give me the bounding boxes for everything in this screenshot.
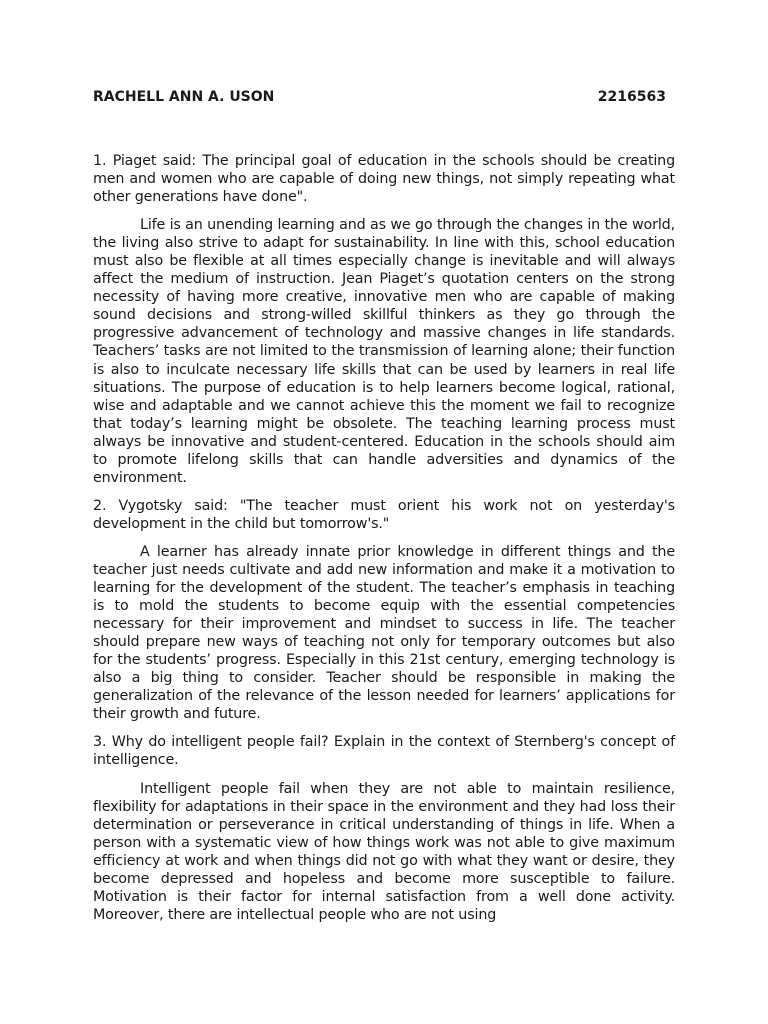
author-name: RACHELL ANN A. USON (93, 89, 275, 105)
answer-1: Life is an unending learning and as we go through the changes in the world, the living also strive to adapt for sustainability. In line with this, school education must also be flexible at all times especially change is inevitable and will always affect the medium of instruction. Jean Piaget’s quotation centers on the strong necessity of having more creative, innovative men who are capable of making sound decisions and strong-willed skillful thinkers as they go through the progressive advancement of technology and massive changes in life standards. Teachers’ tasks are not limited to the transmission of learning alone; their function is also to inculcate necessary life skills that can be used by learners in real life situations. The purpose of education is to help learners become logical, rational, wise and adaptable and we cannot achieve this the moment we fail to recognize that today’s learning might be obsolete. The teaching learning process must always be innovative and student-centered. Education in the schools should aim to promote lifelong skills that can handle adversities and dynamics of the environment. (93, 217, 675, 486)
question-3: 3. Why do intelligent people fail? Explain in the context of Sternberg's concept of intelligence. (93, 734, 675, 769)
answer-3: Intelligent people fail when they are not able to maintain resilience, flexibility for adaptations in their space in the environment and they had loss their determination or perseverance in critical understanding of things in life. When a person with a systematic view of how things work was not able to give maximum efficiency at work and when things did not go with what they want or desire, they become depressed and hopeless and become more susceptible to failure. Motivation is their factor for internal satisfaction from a well done activity. Moreover, there are intellectual people who are not using (93, 780, 675, 923)
document-header (93, 88, 675, 106)
document-body (93, 152, 675, 924)
student-id: 2216563 (597, 89, 666, 105)
question-2: 2. Vygotsky said: "The teacher must orient his work not on yesterday's development in the child but tomorrow's." (93, 497, 675, 532)
document-page (93, 88, 675, 924)
question-1: 1. Piaget said: The principal goal of education in the schools should be creating men and women who are capable of doing new things, not simply repeating what other generations have done". (93, 153, 675, 206)
answer-2: A learner has already innate prior knowledge in different things and the teacher just needs cultivate and add new information and make it a motivation to learning for the development of the student. The teacher’s emphasis in teaching is to mold the students to become equip with the essential competencies necessary for their improvement and mindset to success in life. The teacher should prepare new ways of teaching not only for temporary outcomes but also for the students’ progress. Especially in this 21st century, emerging technology is also a big thing to consider. Teacher should be responsible in making the generalization of the relevance of the lesson needed for learners’ applications for their growth and future. (93, 543, 675, 723)
